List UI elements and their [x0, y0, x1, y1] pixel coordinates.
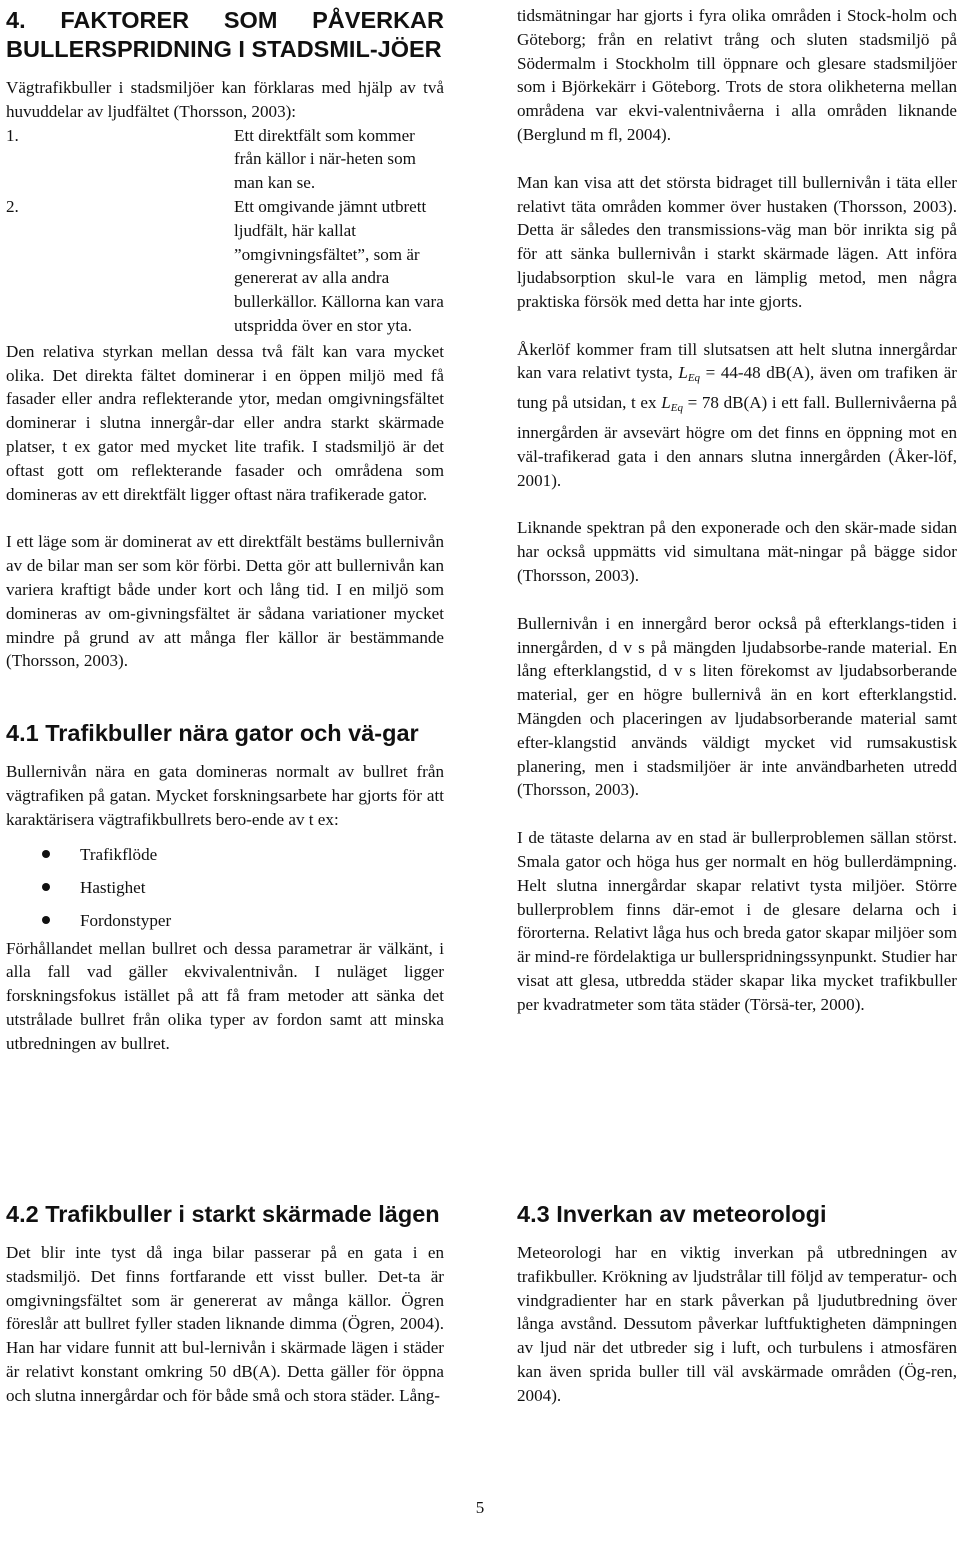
list-number: 1. — [6, 125, 19, 145]
section-4-intro: Vägtrafikbuller i stadsmiljöer kan förklaras med hjälp av två huvuddelar av ljudfältet (Thorsson, 2003): — [6, 78, 444, 121]
text-run: Åkerlöf kommer fram till slutsatsen att helt slutna innergårdar kan vara relativt tysta, — [517, 339, 957, 383]
section-4-paragraph-1: Den relativa styrkan mellan dessa två fält kan vara mycket olika. Det direkta fältet dominerar i en öppen miljö med få fasader eller andra reflekterande ytor, medan omgivningsfältet dominerar i slutna innergår-dar eller andra starkt skärmade platser, t ex gator med mycket lite trafik. I stadsmiljö är det oftast gott om reflekterande fasader och områdena som domineras av ett direktfält ligger oftast nära trafikerade gator. — [6, 341, 444, 504]
list-item — [6, 195, 444, 338]
section-4-2 — [6, 1200, 444, 1408]
right-paragraph-2: Man kan visa att det största bidraget till bullernivån i täta eller relativt täta områden kommer över hustaken (Thorsson, 2003). Detta är således den transmissions-väg man bör inrikta sig på för att sänka bullernivån i starkt skärmade lägen. Att införa ljudabsorption skul-le vara en lämplig metod, men några praktiska försök med detta har inte gjorts. — [517, 172, 957, 311]
bullet-item: Fordonstyper — [6, 904, 444, 937]
symbol-l: L — [678, 363, 688, 383]
page-number: 5 — [475, 1498, 485, 1517]
subscript-eq: Eq — [670, 402, 683, 415]
section-4-1-paragraph-1: Bullernivån nära en gata domineras normalt av bullret från vägtrafiken på gatan. Mycket forskningsarbete har gjorts för att karaktärisera vägtrafikbullrets bero-ende av t ex: — [6, 762, 444, 829]
section-4-2-heading: 4.2 Trafikbuller i starkt skärmade lägen — [6, 1201, 440, 1227]
list-item-text: Ett direktfält som kommer från källor i när-heten som man kan se. — [234, 125, 416, 193]
bullet-item: Trafikflöde — [6, 838, 444, 871]
right-paragraph-3 — [517, 338, 957, 493]
text-run: = 78 dB(A) i ett fall. Bullernivåerna på innergården är avsevärt högre om det finns en öppning mot en väl-trafikerad gata i den annars slutna innergården (Åker-löf, 2001). — [517, 393, 957, 490]
section-4-paragraph-2: I ett läge som är dominerat av ett direktfält bestäms bullernivån av de bilar man ser som kör förbi. Detta gör att bullernivån kan variera kraftigt både under kort och lång tid. I en miljö som domineras av om-givningsfältet är sådana variationer mycket mindre på grund av att många fler källor är bestämmande (Thorsson, 2003). — [6, 532, 444, 671]
bullet-list — [6, 838, 444, 937]
right-paragraph-1: tidsmätningar har gjorts i fyra olika områden i Stock-holm och Göteborg; från en relativt trång och sluten stadsmiljö på Södermalm i Stockholm till öppnare och glesare stadsmiljöer som i Björkekärr i Göteborg. Trots de stora olikheterna mellan områdena var ekvi-valentnivåerna i alla områden liknande (Berglund m fl, 2004). — [517, 6, 957, 144]
list-item-text: Ett omgivande jämnt utbrett ljudfält, här kallat ”omgivningsfältet”, som är genererat av alla andra bullerkällor. Källorna kan vara utspridda över en stor yta. — [234, 196, 444, 335]
section-4-3 — [517, 1200, 957, 1408]
text-run: = 44-48 dB(A), även om trafiken är tung på utsidan, t ex — [517, 363, 957, 413]
right-paragraph-6: I de tätaste delarna av en stad är bullerproblemen sällan störst. Smala gator och höga hus ger normalt en hög bullerdämpning. Helt slutna innergårdar skapar relativt tysta miljöer. Större bullerproblem finns där-emot i de glesare delarna och i förorterna. Relativt låga hus och breda gator skapar miljöer som är mind-re fördelaktiga ur bullerspridningssynpunkt. Studier har visat att glesa, utbredda städer skapar lika mycket trafikbuller per kvadratmeter som täta städer (Törsä-ter, 2000). — [517, 828, 957, 1014]
section-4-3-paragraph: Meteorologi har en viktig inverkan på utbredningen av trafikbuller. Krökning av ljudstrålar till följd av temperatur- och vindgradienter har en stark påverkan på ljudutbredning över långa avstånd. Dessutom påverkar luftfuktigheten dämpningen av ljud när det utbreder sig i luft, och turbulens i atmosfären kan även sprida buller till väl avskärmade områden (Ög-ren, 2004). — [517, 1243, 957, 1405]
section-4-1-heading: 4.1 Trafikbuller nära gator och vä-gar — [6, 720, 419, 747]
right-column — [517, 4, 957, 1016]
list-item — [6, 124, 444, 195]
symbol-l: L — [661, 393, 671, 413]
subscript-eq: Eq — [687, 372, 701, 385]
numbered-list — [6, 124, 444, 338]
list-number: 2. — [6, 196, 19, 216]
right-paragraph-5: Bullernivån i en innergård beror också på efterklangs-tiden i innergården, d v s på mängden ljudabsorbe-rande material. En lång efterklangstid, d v s liten förekomst av ljudabsorberande material, ger en högre bullernivå än en kort efterklangstid. Mängden och placeringen av ljudabsorberande material samt efter-klangstid används väldigt mycket vid rumsakustisk planering, men i stadsmiljöer är inte användbarheten utredd (Thorsson, 2003). — [517, 613, 957, 800]
section-4-1-paragraph-2: Förhållandet mellan bullret och dessa parametrar är välkänt, i alla fall vad gäller ekvivalentnivån. I nuläget ligger forskningsfokus istället på att få fram metoder att sänka det utstrålade bullret från olika typer av fordon samt att minska utbredningen av bullret. — [6, 938, 444, 1053]
bullet-item: Hastighet — [6, 871, 444, 904]
section-4-3-heading: 4.3 Inverkan av meteorologi — [517, 1201, 827, 1227]
section-4-heading: 4. FAKTORER SOM PÅVERKAR BULLERSPRIDNING I STADSMIL-JÖER — [6, 7, 444, 62]
left-column — [6, 6, 444, 1056]
section-4-2-paragraph: Det blir inte tyst då inga bilar passerar på en gata i en stadsmiljö. Det finns fortfarande ett visst buller. Det-ta är omgivningsfältet som är genererat av många källor. Ögren föreslår att bullret fyller staden liknande dimma (Ögren, 2004). Han har vidare funnit att bul-lernivån i skärmade lägen i städer är relativt konstant omkring 50 dB(A). Detta gäller för öppna och slutna innergårdar och för både små och stora städer. Lång- — [6, 1243, 444, 1405]
right-paragraph-4: Liknande spektran på den exponerade och den skär-made sidan har också uppmätts vid simultana mät-ningar på bägge sidor (Thorsson, 2003). — [517, 518, 957, 585]
